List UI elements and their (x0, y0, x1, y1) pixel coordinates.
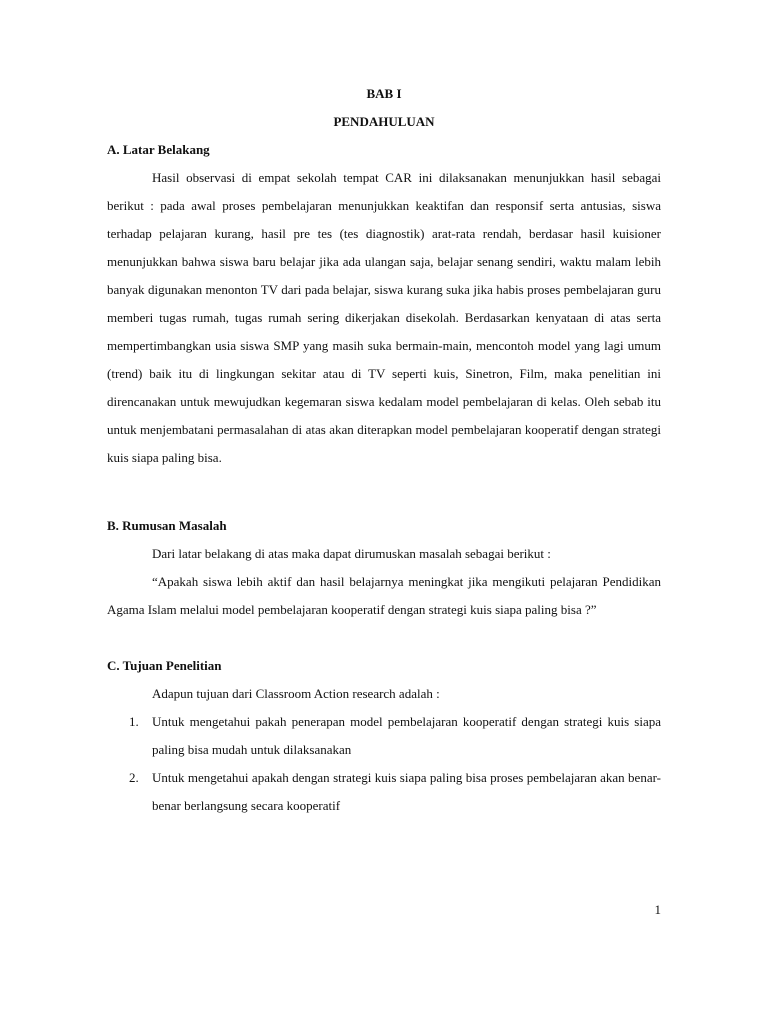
list-item-number: 1. (129, 714, 139, 729)
list-item-text: Untuk mengetahui pakah penerapan model pembelajaran kooperatif dengan strategi kuis siapa paling bisa mudah untuk dilaksanakan (152, 714, 661, 757)
list-item (107, 764, 661, 820)
list-item-text: Untuk mengetahui apakah dengan strategi kuis siapa paling bisa proses pembelajaran akan benar-benar berlangsung secara kooperatif (152, 770, 661, 813)
section-heading-tujuan-penelitian: C. Tujuan Penelitian (107, 658, 222, 673)
tujuan-list (107, 708, 661, 820)
tujuan-penelitian-intro: Adapun tujuan dari Classroom Action research adalah : (152, 686, 440, 701)
page-number: 1 (654, 902, 661, 917)
section-heading-rumusan-masalah: B. Rumusan Masalah (107, 518, 227, 533)
chapter-title: PENDAHULUAN (333, 114, 435, 129)
section-heading-latar-belakang: A. Latar Belakang (107, 142, 210, 157)
rumusan-masalah-question: “Apakah siswa lebih aktif dan hasil belajarnya meningkat jika mengikuti pelajaran Pendidikan Agama Islam melalui model pembelajaran kooperatif dengan strategi kuis siapa paling bisa ?” (107, 574, 661, 617)
rumusan-masalah-question-block (107, 568, 661, 624)
rumusan-masalah-intro: Dari latar belakang di atas maka dapat dirumuskan masalah sebagai berikut : (152, 546, 551, 561)
latar-belakang-paragraph (107, 164, 661, 472)
chapter-label: BAB I (366, 86, 402, 101)
list-item-number: 2. (129, 770, 139, 785)
latar-belakang-text: Hasil observasi di empat sekolah tempat CAR ini dilaksanakan menunjukkan hasil sebagai berikut : pada awal proses pembelajaran menunjukkan keaktifan dan responsif serta antusias, siswa terhadap pelajaran kurang, hasil pre tes (tes diagnostik) arat-rata rendah, berdasar hasil kuisioner menunjukkan bahwa siswa baru belajar jika ada ulangan saja, belajar senang sendiri, waktu malam lebih banyak digunakan menonton TV dari pada belajar, siswa kurang suka jika habis proses pembelajaran guru memberi tugas rumah, tugas rumah sering dikerjakan disekolah. Berdasarkan kenyataan di atas serta mempertimbangkan usia siswa SMP yang masih suka bermain-main, mencontoh model yang lagi umum (trend) baik itu di lingkungan sekitar atau di TV seperti kuis, Sinetron, Film, maka penelitian ini direncanakan untuk mewujudkan kegemaran siswa kedalam model pembelajaran di kelas. Oleh sebab itu untuk menjembatani permasalahan di atas akan diterapkan model pembelajaran kooperatif dengan strategi kuis siapa paling bisa. (107, 170, 661, 465)
list-item (107, 708, 661, 764)
